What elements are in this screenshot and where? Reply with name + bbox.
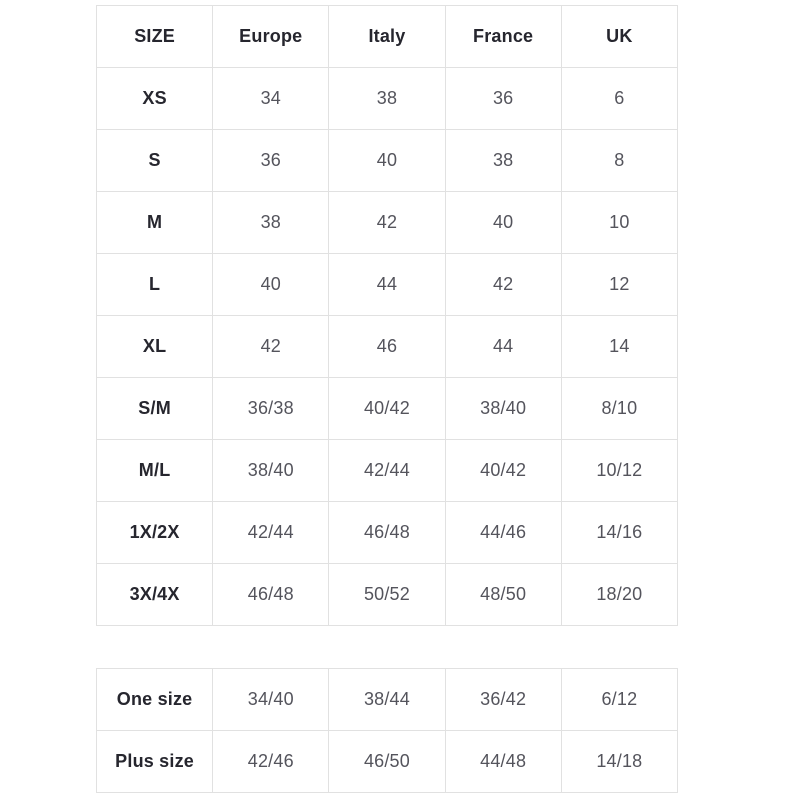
table-cell: 42 [445, 254, 561, 316]
column-header-europe: Europe [213, 6, 329, 68]
table-row [97, 378, 678, 440]
table-cell: 42/44 [329, 440, 445, 502]
column-header-size: SIZE [97, 6, 213, 68]
table-cell: 40 [329, 130, 445, 192]
row-label: M [97, 192, 213, 254]
table-cell: 6 [561, 68, 677, 130]
row-label: XL [97, 316, 213, 378]
table-cell: 36 [445, 68, 561, 130]
table-cell: 46/48 [213, 564, 329, 626]
table-cell: 40/42 [445, 440, 561, 502]
table-cell: 38/40 [213, 440, 329, 502]
table-cell: 34/40 [213, 669, 329, 731]
table-cell: 42/44 [213, 502, 329, 564]
table-cell: 8 [561, 130, 677, 192]
row-label: L [97, 254, 213, 316]
row-label: S [97, 130, 213, 192]
table-row [97, 669, 678, 731]
row-label: 1X/2X [97, 502, 213, 564]
table-cell: 38 [329, 68, 445, 130]
column-header-italy: Italy [329, 6, 445, 68]
table-cell: 36 [213, 130, 329, 192]
table-cell: 40 [445, 192, 561, 254]
table-cell: 14/16 [561, 502, 677, 564]
table-cell: 42 [329, 192, 445, 254]
table-row [97, 192, 678, 254]
table-cell: 38/40 [445, 378, 561, 440]
table-cell: 46 [329, 316, 445, 378]
row-label: S/M [97, 378, 213, 440]
table-cell: 42 [213, 316, 329, 378]
table-row [97, 564, 678, 626]
row-label: One size [97, 669, 213, 731]
table-row [97, 316, 678, 378]
row-label: XS [97, 68, 213, 130]
table-cell: 44 [329, 254, 445, 316]
column-header-france: France [445, 6, 561, 68]
table-cell: 42/46 [213, 731, 329, 793]
size-conversion-table [96, 5, 678, 626]
table-cell: 46/50 [329, 731, 445, 793]
table-cell: 44 [445, 316, 561, 378]
table-cell: 38 [445, 130, 561, 192]
table-cell: 40/42 [329, 378, 445, 440]
table-cell: 46/48 [329, 502, 445, 564]
table-cell: 40 [213, 254, 329, 316]
table-cell: 50/52 [329, 564, 445, 626]
table-row [97, 440, 678, 502]
table-cell: 14/18 [561, 731, 677, 793]
special-size-table [96, 668, 678, 793]
table-cell: 48/50 [445, 564, 561, 626]
table-cell: 10 [561, 192, 677, 254]
table-row [97, 130, 678, 192]
table-cell: 12 [561, 254, 677, 316]
table-cell: 36/38 [213, 378, 329, 440]
column-header-uk: UK [561, 6, 677, 68]
table-cell: 44/48 [445, 731, 561, 793]
table-row [97, 731, 678, 793]
table-row [97, 502, 678, 564]
table-cell: 10/12 [561, 440, 677, 502]
table-cell: 14 [561, 316, 677, 378]
row-label: M/L [97, 440, 213, 502]
table-row [97, 68, 678, 130]
table-cell: 8/10 [561, 378, 677, 440]
size-table-header-row [97, 6, 678, 68]
table-cell: 34 [213, 68, 329, 130]
table-cell: 38/44 [329, 669, 445, 731]
table-row [97, 254, 678, 316]
table-cell: 44/46 [445, 502, 561, 564]
row-label: 3X/4X [97, 564, 213, 626]
table-cell: 18/20 [561, 564, 677, 626]
row-label: Plus size [97, 731, 213, 793]
table-cell: 38 [213, 192, 329, 254]
table-cell: 6/12 [561, 669, 677, 731]
table-cell: 36/42 [445, 669, 561, 731]
